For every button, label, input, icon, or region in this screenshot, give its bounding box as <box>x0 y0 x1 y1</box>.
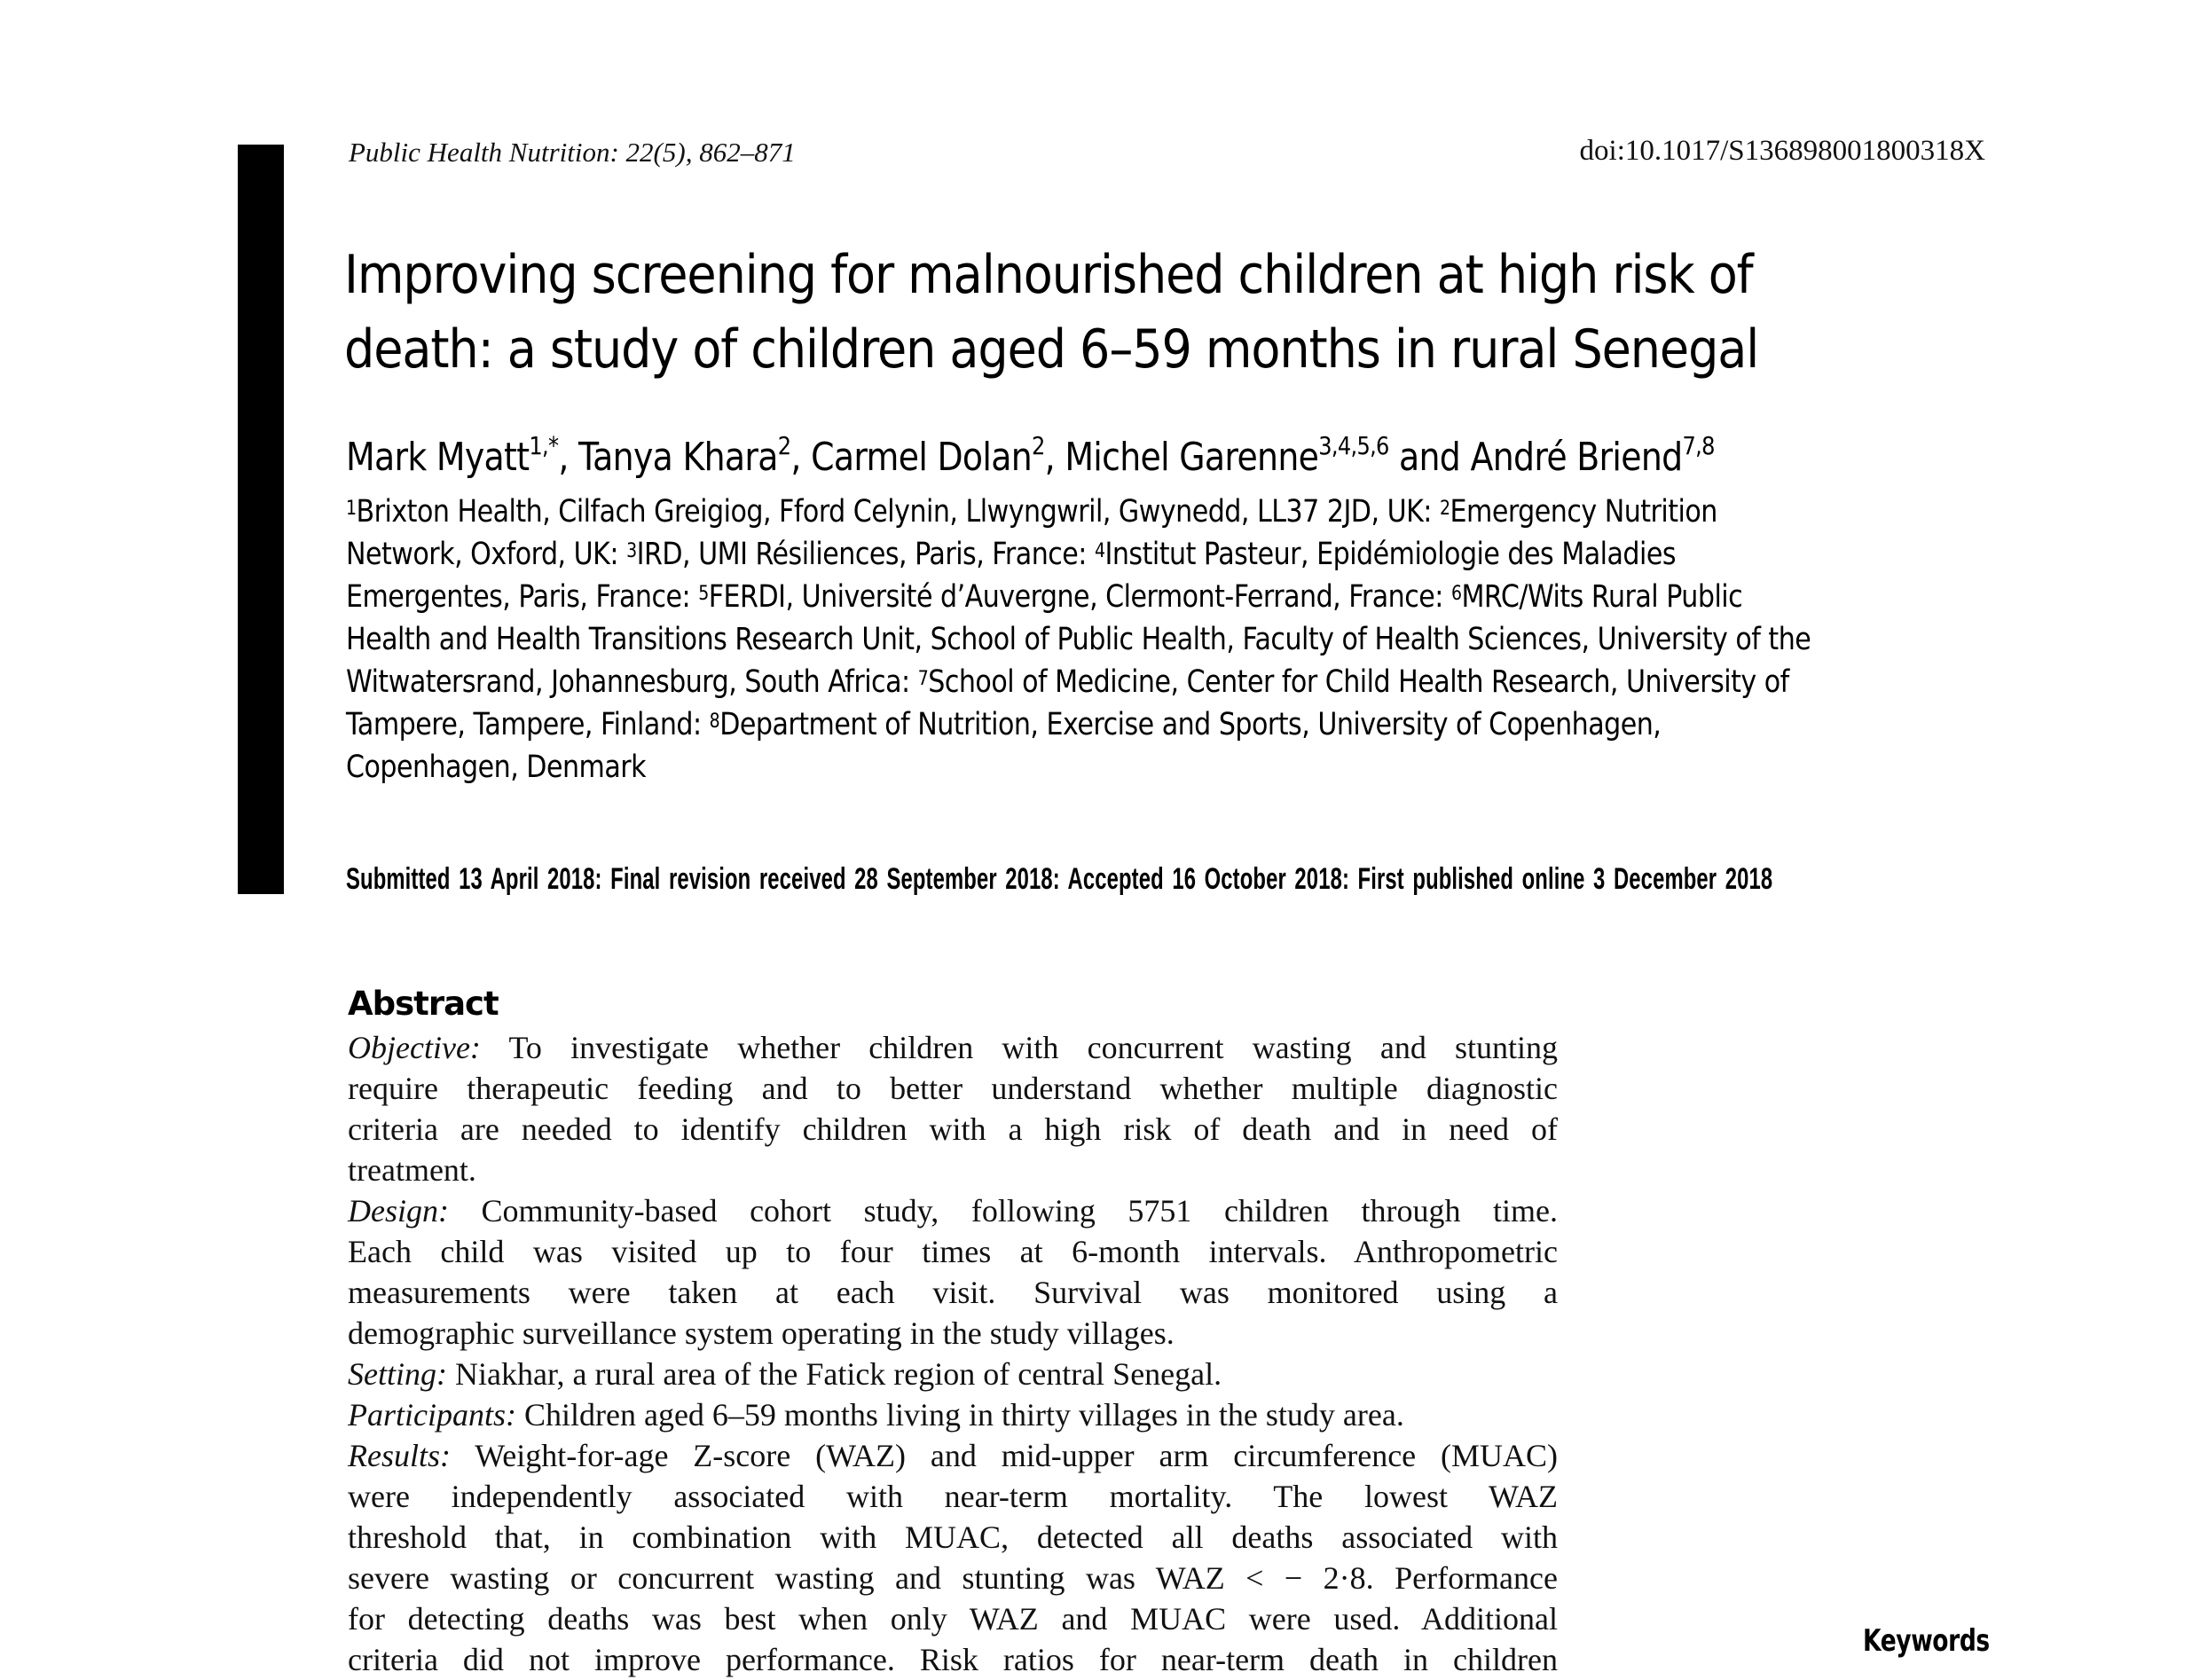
affiliation-line <box>346 703 1811 746</box>
affiliation-text: Emergentes, Paris, France: <box>346 579 699 615</box>
affiliation-text: Department of Nutrition, Exercise and Sports, University of Copenhagen, <box>719 707 1662 742</box>
author-affiliation-mark: 3,4,5,6 <box>1318 431 1389 460</box>
author-affiliation-mark: 1,* <box>529 431 559 460</box>
affiliation-line <box>346 746 1811 789</box>
author-name: André Briend <box>1470 435 1683 480</box>
setting-text: Niakhar, a rural area of the Fatick region of central Senegal. <box>454 1356 1222 1392</box>
abstract-line <box>348 1027 1558 1068</box>
doi-link[interactable]: doi:10.1017/S136898001800318X <box>1579 135 1985 167</box>
affiliation-mark: 4 <box>1094 540 1105 562</box>
design-text: Community-based cohort study, following 5751 children through time. <box>481 1193 1558 1229</box>
abstract-line: for detecting deaths was best when only WAZ and MUAC were used. Additional <box>348 1601 1558 1637</box>
abstract-line: criteria did not improve performance. Risk ratios for near-term death in children <box>348 1642 1558 1677</box>
affiliation-text: Tampere, Tampere, Finland: <box>346 707 710 742</box>
affiliation-line <box>346 618 1811 661</box>
affiliation-text: Institut Pasteur, Epidémiologie des Maladies <box>1104 537 1677 572</box>
affiliation-mark: 5 <box>698 583 709 605</box>
decorative-black-bar <box>238 145 284 894</box>
abstract-line <box>348 1435 1558 1476</box>
objective-text: To investigate whether children with concurrent wasting and stunting <box>508 1030 1558 1065</box>
abstract-line <box>348 1190 1558 1231</box>
abstract-line: demographic surveillance system operating in the study villages. <box>348 1315 1175 1351</box>
affiliation-text: Emergency Nutrition <box>1450 494 1717 530</box>
abstract-line: threshold that, in combination with MUAC, detected all deaths associated with <box>348 1519 1558 1555</box>
author-affiliation-mark: 7,8 <box>1682 431 1715 460</box>
keywords-heading: Keywords <box>1863 1623 1990 1659</box>
affiliation-mark: 3 <box>626 540 637 562</box>
affiliation-text: Brixton Health, Cilfach Greigiog, Fford Celynin, Llwyngwril, Gwynedd, LL37 2JD, UK: <box>356 494 1440 530</box>
affiliation-line <box>346 576 1811 618</box>
author-affiliation-mark: 2 <box>777 431 791 460</box>
affiliation-line <box>346 491 1811 533</box>
abstract-line: were independently associated with near-term mortality. The lowest WAZ <box>348 1479 1558 1514</box>
design-label: Design: <box>348 1193 449 1229</box>
affiliation-text: Network, Oxford, UK: <box>346 537 627 572</box>
abstract-line: measurements were taken at each visit. Survival was monitored using a <box>348 1275 1558 1310</box>
affiliation-mark: 1 <box>346 498 357 520</box>
affiliation-text: Health and Health Transitions Research Unit, School of Public Health, Faculty of Health Sciences, University of the <box>346 622 1811 657</box>
affiliation-mark: 8 <box>709 710 720 733</box>
participants-label: Participants: <box>348 1397 516 1433</box>
participants-text: Children aged 6–59 months living in thirty villages in the study area. <box>523 1397 1404 1433</box>
author-name: Tanya Khara <box>578 435 778 480</box>
affiliations <box>346 491 1811 789</box>
author-affiliation-mark: 2 <box>1032 431 1045 460</box>
objective-label: Objective: <box>348 1030 481 1065</box>
affiliation-text: Witwatersrand, Johannesburg, South Africa: <box>346 664 918 700</box>
affiliation-text: FERDI, Université d’Auvergne, Clermont-Ferrand, France: <box>708 579 1451 615</box>
abstract-line: Each child was visited up to four times at 6-month intervals. Anthropometric <box>348 1234 1558 1269</box>
author-name: Michel Garenne <box>1065 435 1319 480</box>
abstract-line: require therapeutic feeding and to better understand whether multiple diagnostic <box>348 1071 1558 1106</box>
affiliation-line <box>346 661 1811 703</box>
abstract-body <box>348 1027 1558 1680</box>
affiliation-line <box>346 533 1811 576</box>
affiliation-text: School of Medicine, Center for Child Health Research, University of <box>928 664 1789 700</box>
author-name: Mark Myatt <box>346 435 530 480</box>
title-line-1: Improving screening for malnourished children at high risk of <box>344 244 1753 306</box>
title-line-2: death: a study of children aged 6–59 months in rural Senegal <box>344 318 1759 381</box>
author-separator: , <box>558 435 579 480</box>
author-separator: , <box>790 435 812 480</box>
abstract-line: severe wasting or concurrent wasting and stunting was WAZ < − 2·8. Performance <box>348 1560 1558 1596</box>
results-label: Results: <box>348 1438 451 1473</box>
abstract-line <box>348 1394 1558 1435</box>
abstract-line <box>348 1354 1558 1394</box>
affiliation-mark: 7 <box>917 668 929 690</box>
author-separator: , <box>1044 435 1065 480</box>
results-text: Weight-for-age Z-score (WAZ) and mid-upper arm circumference (MUAC) <box>475 1438 1558 1473</box>
publication-dates: Submitted 13 April 2018: Final revision received 28 September 2018: Accepted 16 October 2018: First published online 3 December 2018 <box>346 862 1773 896</box>
affiliation-mark: 6 <box>1450 583 1462 605</box>
abstract-line: treatment. <box>348 1152 476 1188</box>
affiliation-text: IRD, UMI Résiliences, Paris, France: <box>636 537 1095 572</box>
abstract-line: criteria are needed to identify children with a high risk of death and in need of <box>348 1111 1558 1147</box>
affiliation-text: Copenhagen, Denmark <box>346 750 647 785</box>
author-name: Carmel Dolan <box>811 435 1033 480</box>
article-title <box>344 238 1861 387</box>
setting-label: Setting: <box>348 1356 447 1392</box>
affiliation-text: MRC/Wits Rural Public <box>1461 579 1743 615</box>
journal-citation: Public Health Nutrition: 22(5), 862–871 <box>349 137 796 168</box>
abstract-heading: Abstract <box>348 985 499 1023</box>
author-list <box>346 431 1715 480</box>
author-separator: and <box>1388 435 1471 480</box>
affiliation-mark: 2 <box>1439 498 1450 520</box>
